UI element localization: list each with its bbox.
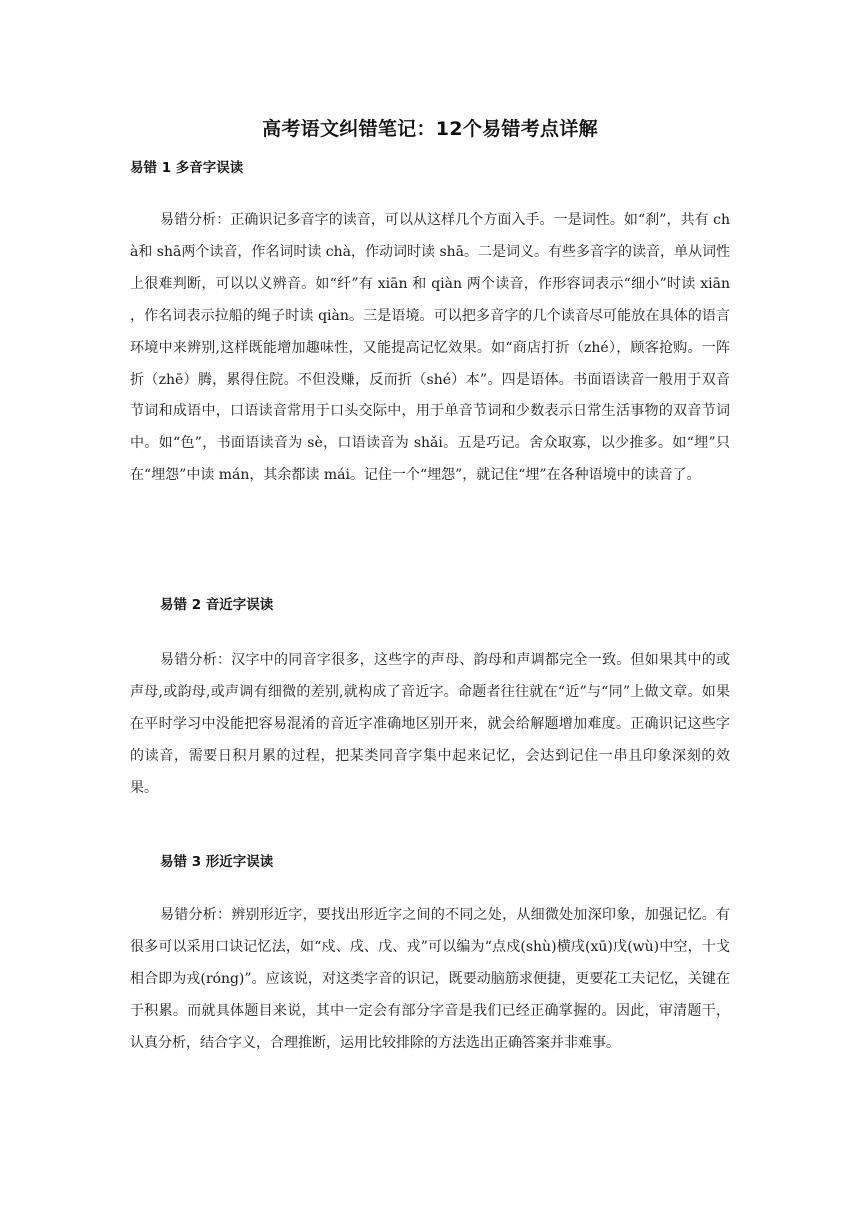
- section-body-3: 易错分析：辨别形近字，要找出形近字之间的不同之处，从细微处加深印象，加强记忆。有很多可以采用口诀记忆法，如“戍、戌、戊、戎”可以编为“点戍(shù)横戌(xū)戊(wù)中空，十戈相合即为戎(róng)”。应该说，对这类字音的识记，既要动脑筋求便捷，更要花工夫记忆，关键在于积累。而就具体题目来说，其中一定会有部分字音是我们已经正确掌握的。因此，审清题干，认真分析，结合字义，合理推断，运用比较排除的方法选出正确答案并非难事。: [130, 907, 730, 1051]
- section-heading-1: 易错 1 多音字误读: [130, 160, 244, 176]
- section-heading-3: 易错 3 形近字误读: [160, 854, 274, 870]
- section-heading-2: 易错 2 音近字误读: [160, 597, 274, 613]
- section-body-1: 易错分析：正确识记多音字的读音，可以从这样几个方面入手。一是词性。如“刹”，共有 chà和 shā两个读音，作名词时读 chà，作动词时读 shā。二是词义。有些多音字的读音，单从词性上很难判断，可以以义辨音。如“纤”有 xiān 和 qiàn 两个读音，作形容词表示“细小”时读 xiān ，作名词表示拉船的绳子时读 qiàn。三是语境。可以把多音字的几个读音尽可能放在具体的语言环境中来辨别,这样既能增加趣味性，又能提高记忆效果。如“商店打折（zhé），顾客抢购。一阵折（zhē）腾，累得住院。不但没赚，反而折（shé）本”。四是语体。书面语读音一般用于双音节词和成语中，口语读音常用于口头交际中，用于单音节词和少数表示日常生活事物的双音节词中。如“色”，书面语读音为 sè，口语读音为 shǎi。五是巧记。舍众取寡，以少推多。如“埋”只在“埋怨”中读 mán，其余都读 mái。记住一个“埋怨”，就记住“埋”在各种语境中的读音了。: [130, 212, 730, 484]
- document-title: 高考语文纠错笔记：12个易错考点详解: [262, 118, 598, 140]
- section-body-2: 易错分析：汉字中的同音字很多，这些字的声母、韵母和声调都完全一致。但如果其中的或声母,或韵母,或声调有细微的差别,就构成了音近字。命题者往往就在“近”与“同”上做文章。如果在平时学习中没能把容易混淆的音近字准确地区别开来，就会给解题增加难度。正确识记这些字的读音，需要日积月累的过程，把某类同音字集中起来记忆，会达到记住一串且印象深刻的效果。: [130, 652, 730, 796]
